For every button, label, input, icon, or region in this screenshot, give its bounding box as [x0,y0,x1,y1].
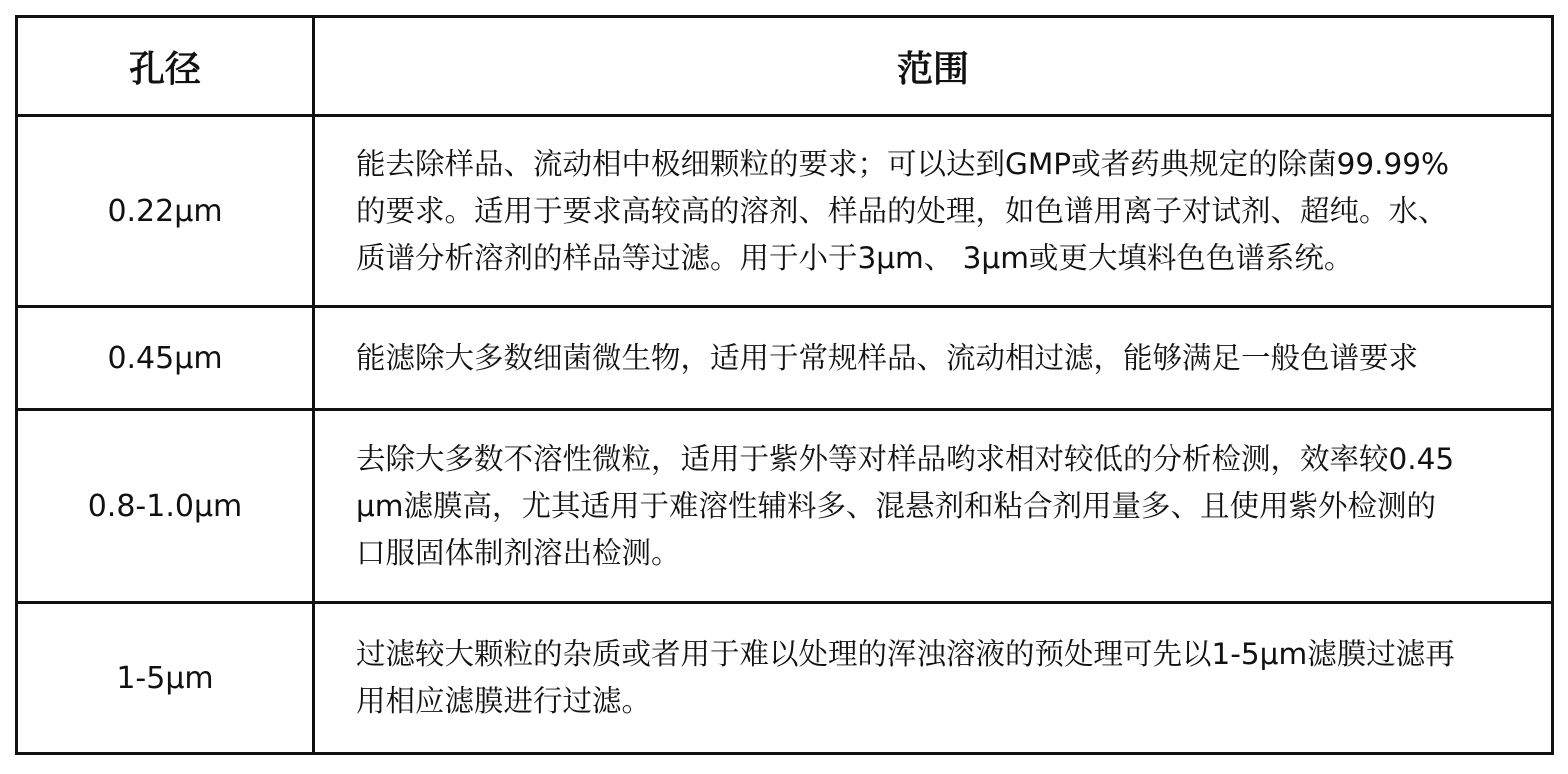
table-row [17,116,1553,307]
aperture-cell: 0.22μm [17,116,314,307]
table-header-row [17,17,1553,116]
aperture-cell: 0.45μm [17,307,314,410]
header-range: 范围 [314,17,1553,116]
range-cell: 过滤较大颗粒的杂质或者用于难以处理的浑浊溶液的预处理可先以1-5μm滤膜过滤再 用相应滤膜进行过滤。 [314,603,1553,754]
filter-aperture-table [15,15,1554,755]
table-row [17,603,1553,754]
table-row [17,410,1553,603]
range-cell: 能滤除大多数细菌微生物，适用于常规样品、流动相过滤，能够满足一般色谱要求 [314,307,1553,410]
header-aperture: 孔径 [17,17,314,116]
range-cell: 能去除样品、流动相中极细颗粒的要求；可以达到GMP或者药典规定的除菌99.99% 的要求。适用于要求高较高的溶剂、样品的处理，如色谱用离子对试剂、超纯。水、 质谱分析溶剂的样品等过滤。用于小于3μm、 3μm或更大填料色色谱系统。 [314,116,1553,307]
aperture-cell: 1-5μm [17,603,314,754]
aperture-cell: 0.8-1.0μm [17,410,314,603]
filter-aperture-table-container [15,15,1554,755]
range-cell: 去除大多数不溶性微粒，适用于紫外等对样品哟求相对较低的分析检测，效率较0.45 μm滤膜高，尤其适用于难溶性辅料多、混悬剂和粘合剂用量多、且使用紫外检测的 口服固体制剂溶出检测。 [314,410,1553,603]
table-row [17,307,1553,410]
